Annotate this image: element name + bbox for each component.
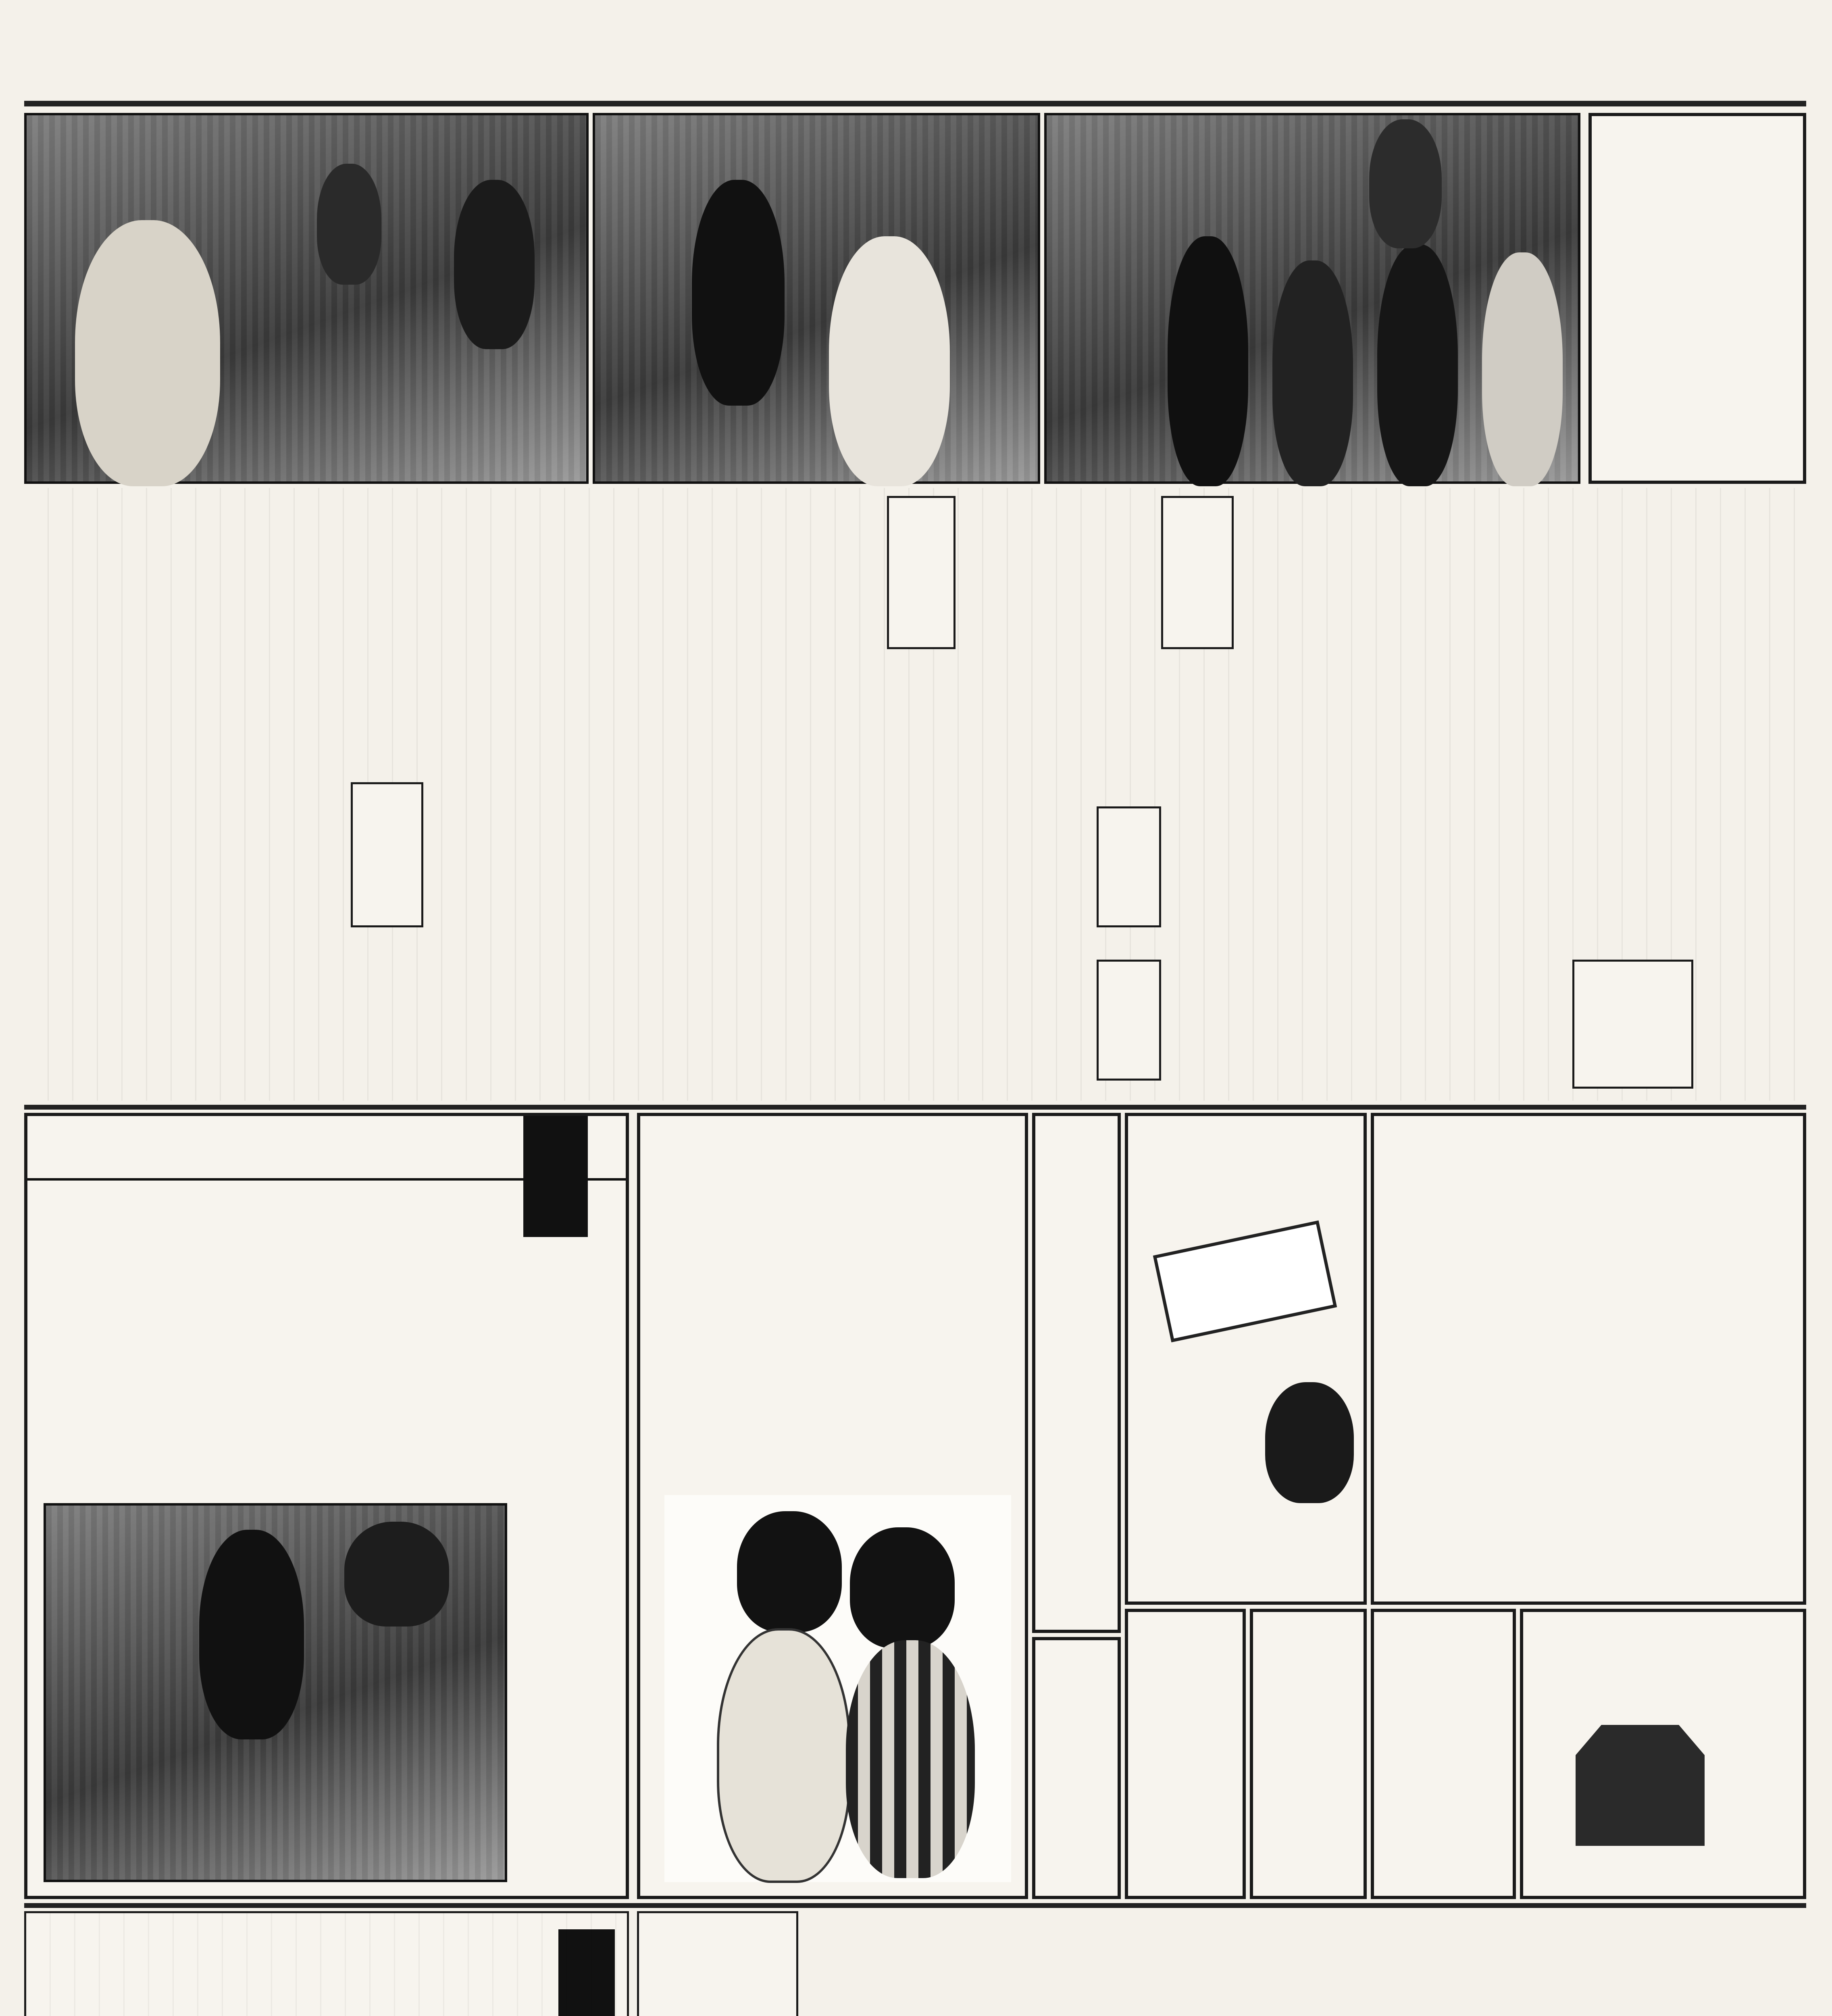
soap-ad (1125, 1113, 1367, 1605)
soap-woman (1265, 1382, 1354, 1503)
article-enrollment (1564, 492, 1806, 895)
body-filler-2 (960, 508, 1153, 855)
photo-captions (1601, 132, 1734, 471)
article-overseas-salute (1161, 496, 1234, 649)
article-econ-council (903, 1911, 984, 2016)
film-ad (1125, 1609, 1246, 1899)
box-viet-team (887, 496, 956, 649)
econ-book-ad (1371, 1609, 1516, 1899)
book-ad (1371, 1113, 1806, 1605)
body-filler-4 (226, 500, 403, 758)
movie-intl-badge (523, 1116, 588, 1237)
divider-upper (24, 1105, 1806, 1110)
masthead-rule (24, 101, 1806, 106)
movie-ad (24, 1113, 629, 1899)
photo-1 (24, 113, 589, 484)
article-night-school (24, 492, 218, 895)
jacket-ad (1520, 1609, 1806, 1899)
box-bitan (1097, 960, 1161, 1081)
rent-ad (1250, 1609, 1367, 1899)
box-registration (1572, 960, 1693, 1089)
article-edu-team (411, 492, 540, 774)
article-exam-soldiers (798, 637, 951, 1000)
snake-ad (1032, 1637, 1121, 1899)
letter-photo (664, 1495, 1011, 1882)
letter-ad (637, 1113, 1028, 1899)
photo-strip (24, 113, 1806, 484)
movie-banner (52, 1197, 116, 1479)
market-prices (24, 1911, 629, 2016)
photo-2 (593, 113, 1040, 484)
body-filler-1 (1250, 496, 1556, 827)
movie-still (44, 1503, 507, 1882)
body-filler-3 (548, 500, 790, 863)
article-provincial-games (1169, 863, 1330, 1113)
article-livestock (1564, 1911, 1806, 2016)
coal-box (637, 1911, 798, 2016)
jacket-illustration (1576, 1725, 1705, 1846)
divider-lower (24, 1903, 1806, 1908)
article-philippine-team (403, 887, 621, 1040)
masthead (24, 16, 1806, 97)
photo-caption-box (1588, 113, 1806, 484)
article-midwife (1476, 847, 1564, 1089)
opera-ad (1032, 1113, 1121, 1633)
photo-3 (1044, 113, 1580, 484)
article-stock-battle (1234, 1911, 1556, 2016)
soap-brand (1153, 1220, 1337, 1343)
